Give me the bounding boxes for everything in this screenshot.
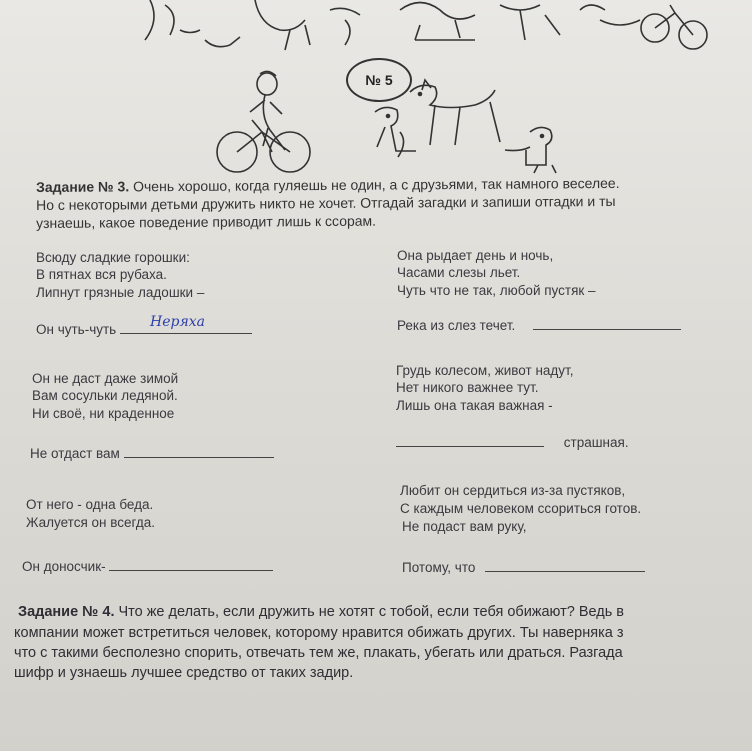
riddle5-answer-field[interactable] — [109, 556, 273, 571]
riddle5-line2: Жалуется он всегда. — [26, 515, 155, 530]
riddle4-answer-field[interactable] — [396, 432, 544, 447]
task4-line3: что с такими бесполезно спорить, отвечать тем же, плакать, убегать или драться. Разгада — [14, 645, 623, 661]
riddle6-line2: С каждым человеком ссориться готов. — [400, 501, 642, 516]
task3-title-rest: Очень хорошо, когда гуляешь не один, а с друзьями, так намного веселее. — [129, 174, 620, 195]
cyclist-illustration — [205, 70, 315, 175]
riddle3-answer-prefix: Не отдаст вам — [30, 446, 120, 461]
riddle3-line2: Вам сосульки ледяной. — [32, 388, 178, 403]
riddle5-line1: От него - одна беда. — [26, 497, 154, 512]
task4-line2: компании может встретиться человек, которому нравится обижать других. Ты наверняка з — [14, 625, 624, 641]
task3-line2: Но с некоторыми детьми дружить никто не хочет. Отгадай загадки и запиши отгадки и ты — [36, 192, 616, 213]
riddle3-answer-field[interactable] — [124, 443, 274, 458]
riddle5-answer-prefix: Он доносчик- — [22, 559, 106, 574]
riddle3-line1: Он не даст даже зимой — [32, 371, 179, 386]
task4-title-bold: Задание № 4. — [18, 604, 115, 620]
riddle6-line1: Любит он сердиться из-за пустяков, — [400, 483, 626, 498]
task4-heading — [18, 603, 624, 622]
riddle1-line3: Липнут грязные ладошки – — [36, 285, 205, 300]
riddle5-answer — [22, 556, 273, 575]
riddle4-line2: Нет никого важнее тут. — [396, 380, 539, 395]
riddle1-line1: Всюду сладкие горошки: — [36, 250, 190, 265]
riddle2-answer-prefix: Река из слез течет. — [397, 318, 516, 333]
riddle4-answer-suffix: страшная. — [563, 435, 629, 450]
exercise-number-badge: № 5 — [346, 58, 412, 102]
riddle1-line2: В пятнах вся рубаха. — [36, 267, 167, 282]
riddle2-answer — [397, 315, 681, 334]
task4-line4: шифр и узнаешь лучшее средство от таких задир. — [14, 665, 354, 681]
riddle1-handwritten-answer: Неряха — [150, 314, 205, 330]
riddle2-line1: Она рыдает день и ночь, — [397, 248, 554, 263]
top-illustration — [0, 0, 752, 60]
riddle6-line3: Не подаст вам руку, — [402, 519, 527, 534]
riddle2-answer-field[interactable] — [533, 315, 681, 330]
riddle6-answer-prefix: Потому, что — [402, 560, 476, 575]
riddle3-answer — [30, 443, 274, 462]
task3-line3: узнаешь, какое поведение приводит лишь к ссорам. — [36, 212, 377, 231]
dogs-illustration — [360, 72, 580, 177]
riddle4-line3: Лишь она такая важная - — [396, 398, 553, 413]
task3-title-bold: Задание № 3. — [36, 178, 130, 195]
riddle4-answer — [396, 432, 629, 451]
riddle1-answer — [36, 319, 252, 338]
riddle6-answer — [402, 557, 645, 576]
riddle4-line1: Грудь колесом, живот надут, — [396, 363, 574, 378]
riddle1-answer-prefix: Он чуть-чуть — [36, 322, 117, 337]
task4-title-rest: Что же делать, если дружить не хотят с тобой, если тебя обижают? Ведь в — [114, 604, 625, 620]
riddle3-line3: Ни своё, ни краденное — [32, 406, 175, 421]
riddle2-line3: Чуть что не так, любой пустяк – — [397, 283, 596, 298]
riddle6-answer-field[interactable] — [485, 557, 645, 572]
riddle2-line2: Часами слезы льет. — [397, 265, 521, 280]
